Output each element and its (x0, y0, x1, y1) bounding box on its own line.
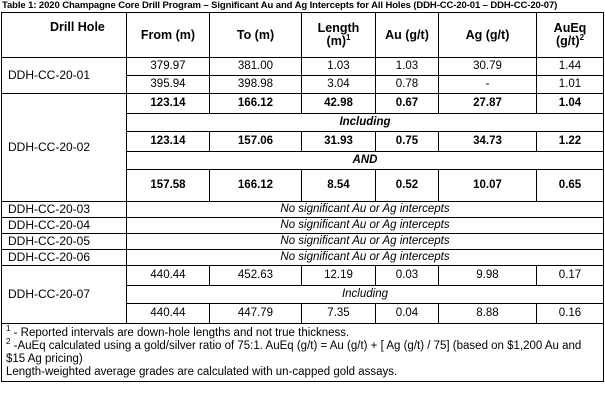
cell-aueq: 1.04 (537, 94, 604, 114)
cell-aueq: 0.16 (537, 304, 604, 324)
header-drill-hole-text: Drill Hole (50, 20, 105, 34)
cell-au: 0.67 (376, 94, 439, 114)
header-aueq (537, 13, 604, 58)
header-aueq-l2: (g/t) (555, 34, 580, 48)
cell-ag: 34.73 (439, 132, 537, 152)
hole-name-07: DDH-CC-20-07 (2, 266, 127, 324)
cell-from: 157.58 (127, 170, 210, 202)
header-to: To (m) (210, 13, 302, 58)
hole-name-01: DDH-CC-20-01 (2, 58, 127, 94)
cell-to: 166.12 (210, 94, 302, 114)
header-aueq-sup: 2 (579, 32, 585, 42)
header-length-l1: Length (317, 21, 360, 35)
cell-to: 447.79 (210, 304, 302, 324)
cell-ag: 8.88 (439, 304, 537, 324)
cell-length: 1.03 (302, 58, 376, 76)
cell-aueq: 0.17 (537, 266, 604, 286)
footnote-1 (6, 324, 599, 340)
cell-length: 31.93 (302, 132, 376, 152)
cell-from: 379.97 (127, 58, 210, 76)
cell-ag: 9.98 (439, 266, 537, 286)
cell-au: 1.03 (376, 58, 439, 76)
cell-au: 0.52 (376, 170, 439, 202)
header-drill-hole (2, 13, 127, 58)
table-row (2, 250, 604, 266)
cell-to: 381.00 (210, 58, 302, 76)
and-label: AND (127, 152, 604, 170)
intercepts-table (1, 12, 604, 382)
hole-name-05: DDH-CC-20-05 (2, 234, 127, 250)
cell-length: 7.35 (302, 304, 376, 324)
table-row (2, 94, 604, 114)
header-row (2, 13, 604, 58)
header-length (302, 13, 376, 58)
cell-ag: - (439, 76, 537, 94)
table-row (2, 58, 604, 76)
cell-au: 0.75 (376, 132, 439, 152)
cell-length: 42.98 (302, 94, 376, 114)
cell-length: 12.19 (302, 266, 376, 286)
cell-au: 0.03 (376, 266, 439, 286)
table-row (2, 218, 604, 234)
table-row (2, 266, 604, 286)
cell-to: 157.06 (210, 132, 302, 152)
footnote-1-text: - Reported intervals are down-hole lengths and not true thickness. (10, 327, 350, 339)
hole-name-04: DDH-CC-20-04 (2, 218, 127, 234)
header-length-l2: (m) (326, 34, 346, 48)
header-aueq-l1: AuEq (553, 21, 587, 35)
cell-from: 395.94 (127, 76, 210, 94)
cell-ag: 30.79 (439, 58, 537, 76)
including-label: Including (127, 286, 604, 304)
table-caption: Table 1: 2020 Champagne Core Drill Program – Significant Au and Ag Intercepts for All Holes (DDH-CC-20-01 – DDH-CC-20-07) (2, 0, 558, 11)
footnote-2-sup: 2 (6, 337, 11, 347)
cell-to: 398.98 (210, 76, 302, 94)
header-au: Au (g/t) (376, 13, 439, 58)
header-length-sup: 1 (346, 32, 351, 42)
table-row (2, 234, 604, 250)
footnote-2 (6, 337, 599, 366)
footnotes (2, 324, 604, 382)
cell-ag: 27.87 (439, 94, 537, 114)
hole-name-02: DDH-CC-20-02 (2, 94, 127, 202)
cell-length: 3.04 (302, 76, 376, 94)
cell-from: 440.44 (127, 304, 210, 324)
cell-aueq: 1.44 (537, 58, 604, 76)
cell-au: 0.78 (376, 76, 439, 94)
table-row (2, 202, 604, 218)
footnotes-row (2, 324, 604, 382)
including-label: Including (127, 114, 604, 132)
cell-au: 0.04 (376, 304, 439, 324)
cell-aueq: 1.22 (537, 132, 604, 152)
cell-to: 452.63 (210, 266, 302, 286)
cell-ag: 10.07 (439, 170, 537, 202)
footnote-1-sup: 1 (6, 324, 11, 334)
no-intercepts-note: No significant Au or Ag intercepts (127, 250, 604, 266)
cell-aueq: 1.01 (537, 76, 604, 94)
hole-name-06: DDH-CC-20-06 (2, 250, 127, 266)
cell-aueq: 0.65 (537, 170, 604, 202)
header-from: From (m) (127, 13, 210, 58)
no-intercepts-note: No significant Au or Ag intercepts (127, 234, 604, 250)
cell-from: 123.14 (127, 132, 210, 152)
header-ag: Ag (g/t) (439, 13, 537, 58)
footnote-3: Length-weighted average grades are calculated with un-capped gold assays. (6, 366, 398, 378)
cell-length: 8.54 (302, 170, 376, 202)
cell-from: 123.14 (127, 94, 210, 114)
cell-to: 166.12 (210, 170, 302, 202)
footnote-2-text: -AuEq calculated using a gold/silver ratio of 75:1. AuEq (g/t) = Au (g/t) + [ Ag (g/t) / 75] (based on $1,200 Au and $15 Ag pricing) (6, 340, 582, 365)
no-intercepts-note: No significant Au or Ag intercepts (127, 218, 604, 234)
no-intercepts-note: No significant Au or Ag intercepts (127, 202, 604, 218)
hole-name-03: DDH-CC-20-03 (2, 202, 127, 218)
cell-from: 440.44 (127, 266, 210, 286)
